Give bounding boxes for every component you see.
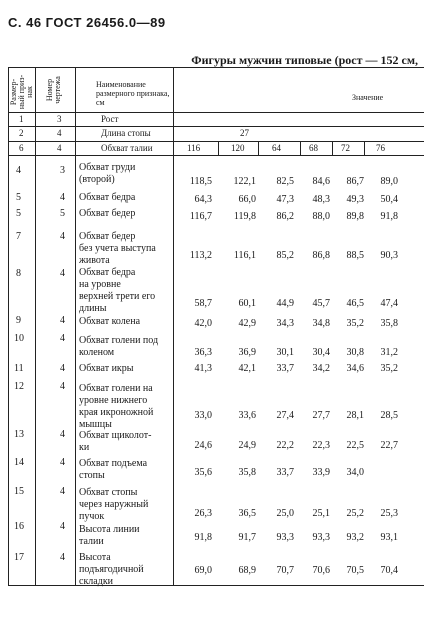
row-value: 88,0	[312, 211, 330, 222]
col-line	[35, 67, 36, 585]
row-line	[8, 126, 424, 127]
row-drawing: 5	[60, 208, 65, 219]
row-value: 25,3	[380, 508, 398, 519]
row-value: 86,8	[312, 250, 330, 261]
header-row-value: 68	[309, 143, 318, 153]
row-value: 70,4	[380, 565, 398, 576]
col-line	[300, 141, 301, 155]
row-value: 113,2	[189, 250, 212, 261]
row-value: 50,4	[380, 194, 398, 205]
row-value: 70,7	[276, 565, 294, 576]
col-header-feature-no: Размер- ный приз- нак	[9, 74, 34, 110]
header-row-value: 64	[272, 143, 281, 153]
row-value: 24,6	[194, 440, 212, 451]
row-value: 36,3	[194, 347, 212, 358]
row-value: 22,5	[346, 440, 364, 451]
page-header: С. 46 ГОСТ 26456.0—89	[8, 15, 166, 30]
row-value: 47,3	[276, 194, 294, 205]
row-num: 16	[14, 521, 24, 532]
header-row-value: 27	[240, 128, 249, 138]
header-row-value: 76	[376, 143, 385, 153]
row-drawing: 4	[60, 552, 65, 563]
header-row-drawing: 3	[57, 114, 62, 124]
row-num: 7	[16, 231, 21, 242]
row-value: 68,9	[238, 565, 256, 576]
row-value: 70,5	[346, 565, 364, 576]
row-drawing: 4	[60, 315, 65, 326]
row-value: 34,3	[276, 318, 294, 329]
row-value: 47,4	[380, 298, 398, 309]
row-value: 48,3	[312, 194, 330, 205]
row-value: 70,6	[312, 565, 330, 576]
row-value: 42,1	[238, 363, 256, 374]
table-bottom-line	[8, 585, 424, 586]
row-value: 36,5	[238, 508, 256, 519]
row-value: 122,1	[233, 176, 256, 187]
row-value: 42,0	[194, 318, 212, 329]
row-num: 5	[16, 208, 21, 219]
row-value: 34,6	[346, 363, 364, 374]
row-num: 13	[14, 429, 24, 440]
row-value: 34,2	[312, 363, 330, 374]
row-name: Обхват колена	[79, 316, 141, 327]
row-value: 24,9	[238, 440, 256, 451]
row-line	[8, 155, 424, 156]
row-value: 35,6	[194, 467, 212, 478]
row-value: 93,3	[312, 532, 330, 543]
row-value: 22,2	[276, 440, 294, 451]
row-value: 30,1	[276, 347, 294, 358]
row-value: 22,7	[380, 440, 398, 451]
row-value: 86,2	[276, 211, 294, 222]
row-drawing: 4	[60, 381, 65, 392]
col-line	[173, 67, 174, 585]
row-name: Обхват бедер	[79, 208, 136, 219]
row-name: Высота линии талии	[79, 524, 140, 547]
row-value: 84,6	[312, 176, 330, 187]
row-drawing: 4	[60, 231, 65, 242]
row-value: 33,9	[312, 467, 330, 478]
table-top-line	[8, 67, 424, 68]
row-value: 89,8	[346, 211, 364, 222]
row-value: 33,7	[276, 363, 294, 374]
row-value: 33,7	[276, 467, 294, 478]
row-value: 30,4	[312, 347, 330, 358]
row-name: Обхват голени на уровне нижнего края икроножной мышцы	[79, 383, 154, 430]
row-value: 116,1	[233, 250, 256, 261]
col-line	[75, 67, 76, 585]
row-drawing: 4	[60, 429, 65, 440]
row-value: 35,8	[380, 318, 398, 329]
col-line	[218, 141, 219, 155]
row-value: 33,0	[194, 410, 212, 421]
row-value: 30,8	[346, 347, 364, 358]
row-value: 66,0	[238, 194, 256, 205]
row-num: 10	[14, 333, 24, 344]
row-value: 22,3	[312, 440, 330, 451]
row-num: 14	[14, 457, 24, 468]
header-row-num: 1	[19, 114, 24, 124]
row-value: 35,2	[346, 318, 364, 329]
row-name: Обхват стопы через наружный пучок	[79, 487, 149, 522]
row-value: 35,2	[380, 363, 398, 374]
row-value: 27,4	[276, 410, 294, 421]
row-drawing: 4	[60, 486, 65, 497]
row-value: 91,8	[380, 211, 398, 222]
row-value: 35,8	[238, 467, 256, 478]
header-row-drawing: 4	[57, 128, 62, 138]
row-drawing: 4	[60, 521, 65, 532]
row-value: 34,8	[312, 318, 330, 329]
row-value: 88,5	[346, 250, 364, 261]
header-row-name: Обхват талии	[101, 143, 153, 153]
row-value: 91,8	[194, 532, 212, 543]
header-row-num: 2	[19, 128, 24, 138]
col-line	[364, 141, 365, 155]
row-name: Высота подъягодичной складки	[79, 552, 144, 587]
header-row-value: 72	[341, 143, 350, 153]
row-value: 86,7	[346, 176, 364, 187]
row-value: 26,3	[194, 508, 212, 519]
header-bottom-line	[8, 112, 424, 113]
row-name: Обхват подъема стопы	[79, 458, 148, 481]
table-title: Фигуры мужчин типовые (рост — 152 см,	[191, 53, 418, 67]
row-value: 90,3	[380, 250, 398, 261]
row-value: 93,3	[276, 532, 294, 543]
row-value: 31,2	[380, 347, 398, 358]
header-row-value: 116	[187, 143, 201, 153]
row-value: 25,2	[346, 508, 364, 519]
header-row-drawing: 4	[57, 143, 62, 153]
row-drawing: 4	[60, 457, 65, 468]
row-value: 28,1	[346, 410, 364, 421]
row-value: 28,5	[380, 410, 398, 421]
row-value: 93,1	[380, 532, 398, 543]
row-value: 60,1	[238, 298, 256, 309]
row-value: 46,5	[346, 298, 364, 309]
col-header-drawing-no: Номер чертежа	[45, 76, 62, 104]
row-value: 42,9	[238, 318, 256, 329]
row-value: 49,3	[346, 194, 364, 205]
row-value: 69,0	[194, 565, 212, 576]
row-drawing: 4	[60, 192, 65, 203]
row-value: 58,7	[194, 298, 212, 309]
row-name: Обхват груди (второй)	[79, 162, 136, 185]
row-value: 116,7	[189, 211, 212, 222]
row-value: 118,5	[189, 176, 212, 187]
row-name: Обхват бедра	[79, 192, 136, 203]
row-line	[8, 141, 424, 142]
row-name: Обхват голени под коленом	[79, 335, 159, 358]
row-drawing: 4	[60, 363, 65, 374]
row-name: Обхват бедра на уровне верхней трети его длины	[79, 267, 156, 314]
row-drawing: 4	[60, 268, 65, 279]
row-value: 64,3	[194, 194, 212, 205]
row-value: 119,8	[233, 211, 256, 222]
col-header-name: Наименование размерного признака, см	[96, 80, 170, 107]
col-line	[332, 141, 333, 155]
row-name: Обхват щиколот- ки	[79, 430, 152, 453]
row-value: 27,7	[312, 410, 330, 421]
row-value: 41,3	[194, 363, 212, 374]
row-name: Обхват бедер без учета выступа живота	[79, 231, 156, 266]
row-num: 15	[14, 486, 24, 497]
col-header-values: Значение	[352, 93, 384, 102]
row-value: 25,0	[276, 508, 294, 519]
row-value: 25,1	[312, 508, 330, 519]
header-row-name: Рост	[101, 114, 119, 124]
row-name: Обхват икры	[79, 363, 134, 374]
row-num: 5	[16, 192, 21, 203]
row-value: 93,2	[346, 532, 364, 543]
row-value: 33,6	[238, 410, 256, 421]
row-num: 17	[14, 552, 24, 563]
row-value: 45,7	[312, 298, 330, 309]
row-drawing: 3	[60, 165, 65, 176]
row-num: 12	[14, 381, 24, 392]
row-value: 34,0	[346, 467, 364, 478]
row-num: 11	[14, 363, 24, 374]
row-num: 4	[16, 165, 21, 176]
header-row-value: 120	[231, 143, 245, 153]
row-drawing: 4	[60, 333, 65, 344]
row-value: 82,5	[276, 176, 294, 187]
row-value: 36,9	[238, 347, 256, 358]
row-value: 85,2	[276, 250, 294, 261]
header-row-name: Длина стопы	[101, 128, 151, 138]
col-line	[258, 141, 259, 155]
row-num: 9	[16, 315, 21, 326]
row-num: 8	[16, 268, 21, 279]
row-value: 91,7	[238, 532, 256, 543]
col-line	[8, 67, 9, 585]
row-value: 44,9	[276, 298, 294, 309]
header-row-num: 6	[19, 143, 24, 153]
row-value: 89,0	[380, 176, 398, 187]
